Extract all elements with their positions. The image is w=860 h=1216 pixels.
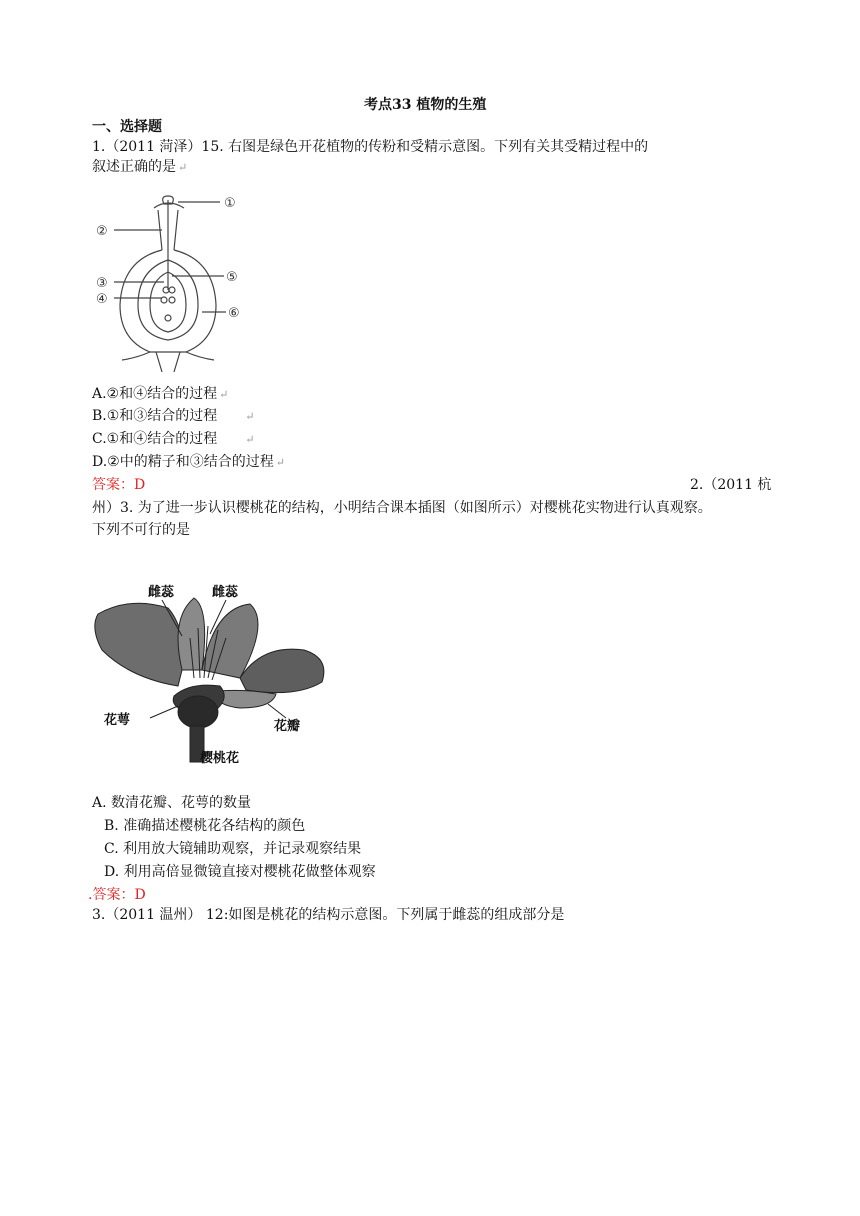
q1-option-d: D.②中的精子和③结合的过程 ↵ bbox=[92, 454, 285, 470]
fig1-label-3: ③ bbox=[96, 276, 108, 291]
fig1-label-1: ① bbox=[224, 196, 236, 211]
section-heading: 一、选择题 bbox=[92, 119, 162, 135]
cherry-blossom-figure bbox=[90, 578, 330, 768]
q2-option-c: C. 利用放大镜辅助观察，并记录观察结果 bbox=[104, 841, 362, 857]
q2-option-b: B. 准确描述樱桃花各结构的颜色 bbox=[104, 818, 306, 834]
q1-text-line1: 1.（2011 菏泽）15. 右图是绿色开花植物的传粉和受精示意图。下列有关其受精过程中的 bbox=[92, 139, 649, 155]
q3-text-line1: 3.（2011 温州） 12:如图是桃花的结构示意图。下列属于雌蕊的组成部分是 bbox=[92, 907, 565, 923]
q1-option-b: B.①和③结合的过程 ↵ bbox=[92, 408, 255, 424]
q2-text-line3: 下列不可行的是 bbox=[92, 522, 190, 538]
q2-option-a: A. 数清花瓣、花萼的数量 bbox=[92, 795, 252, 811]
fig2-label-stamen: 雌蕊 bbox=[212, 585, 239, 600]
fig2-label-petal: 花瓣 bbox=[274, 719, 301, 734]
q1-option-a: A.②和④结合的过程 ↵ bbox=[92, 386, 229, 402]
q2-text-line2: 州）3. 为了进一步认识樱桃花的结构，小明结合课本插图（如图所示）对樱桃花实物进行认真观察。 bbox=[92, 500, 712, 516]
page-title: 考点33 植物的生殖 bbox=[364, 97, 487, 113]
fig2-label-sepal: 花萼 bbox=[104, 713, 131, 728]
q2-option-d: D. 利用高倍显微镜直接对樱桃花做整体观察 bbox=[104, 864, 376, 880]
pollination-diagram bbox=[92, 190, 252, 375]
fig1-label-4: ④ bbox=[96, 292, 108, 307]
q2-answer: .答案：D bbox=[88, 887, 146, 903]
fig2-caption: 樱桃花 bbox=[200, 751, 240, 766]
fig1-label-6: ⑥ bbox=[228, 306, 240, 321]
q2-number: 2.（2011 杭 bbox=[690, 477, 772, 493]
q1-option-c: C.①和④结合的过程 ↵ bbox=[92, 431, 255, 447]
fig2-label-pistil: 雌蕊 bbox=[148, 585, 175, 600]
fig1-label-2: ② bbox=[96, 224, 108, 239]
q1-answer: 答案：D bbox=[92, 477, 146, 493]
fig1-label-5: ⑤ bbox=[226, 270, 238, 285]
q1-text-line2: 叙述正确的是 ↵ bbox=[92, 159, 188, 175]
